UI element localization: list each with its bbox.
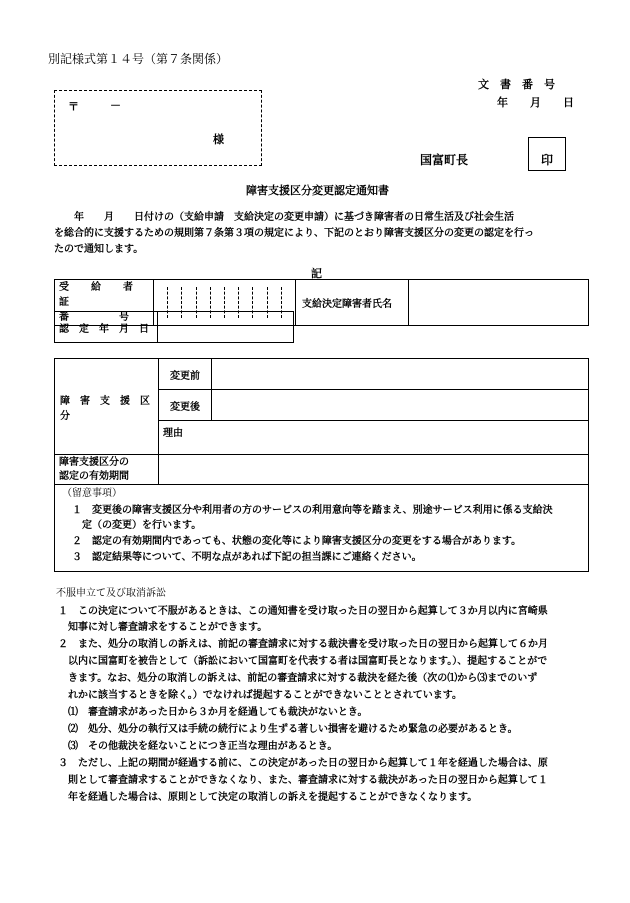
appeal-line-6: れかに該当するときを除く。）でなければ提起することができないこととされています。 <box>58 690 462 701</box>
postal-dash: － <box>110 99 121 112</box>
appeal-line-2: 知事に対し審査請求をすることができます。 <box>58 622 268 633</box>
appeal-heading: 不服申立て及び取消訴訟 <box>56 588 166 599</box>
intro-line-1: 年 月 日付けの（支給申請 支給決定の変更申請）に基づき障害者の日常生活及び社会生活 <box>54 212 514 223</box>
intro-line-3: たので通知します。 <box>54 244 144 255</box>
seal-mark: 印 <box>541 153 554 167</box>
date-label: 年 月 日 <box>497 96 574 109</box>
appeal-line-9: ⑶ その他裁決を経ないことにつき正当な理由があるとき。 <box>58 741 338 752</box>
appeal-line-12: 年を経過した場合は、原則として決定の取消しの訴えを提起することができなくなります。 <box>58 792 478 803</box>
issuer-name: 国富町長 <box>420 153 469 167</box>
form-number: 別記様式第１４号（第７条関係） <box>48 52 229 66</box>
doc-number-label: 文 書 番 号 <box>478 78 555 91</box>
appeal-line-4: 以内に国富町を被告として（訴訟において国富町を代表する者は国富町長となります。）、提起することがで <box>58 656 548 667</box>
validity-value <box>159 455 589 485</box>
notes-heading: （留意事項） <box>62 488 122 499</box>
notes-line-1: １ 変更後の障害支援区分や利用者の方のサービスの利用意向等を踏まえ、別途サービス利用に係る支給決 <box>62 505 553 516</box>
before-label: 変更前 <box>159 359 212 390</box>
notes-line-2: 定（の変更）を行います。 <box>62 520 202 531</box>
validity-label: 障害支援区分の 認定の有効期間 <box>55 455 159 485</box>
appeal-line-1: １ この決定について不服があるときは、この通知書を受け取った日の翌日から起算して３か月以内に宮崎県 <box>58 606 548 617</box>
support-category-table <box>54 358 589 485</box>
appeal-line-10: ３ ただし、上記の期間が経過する前に、この決定があった日の翌日から起算して１年を経過した場合は、原 <box>58 758 548 769</box>
reason-label: 理由 <box>163 428 183 439</box>
postal-mark: 〒 <box>68 100 79 113</box>
appeal-line-8: ⑵ 処分、処分の執行又は手続の続行により生ずる著しい損害を避けるため緊急の必要があるとき。 <box>58 724 518 735</box>
notes-line-4: ３ 認定結果等について、不明な点があれば下記の担当課にご連絡ください。 <box>62 552 422 563</box>
before-value <box>212 359 589 390</box>
appeal-line-11: 則として審査請求することができなくなり、また、審査請求に対する裁決があった日の翌日から起算して１ <box>58 775 548 786</box>
cert-number-label: 受 給 者 証 番 号 <box>55 280 154 326</box>
cert-date-table <box>54 311 294 343</box>
after-label: 変更後 <box>159 390 212 421</box>
appeal-line-7: ⑴ 審査請求があった日から３か月を経過しても裁決がないとき。 <box>58 707 368 718</box>
after-value <box>212 390 589 421</box>
honorific: 様 <box>213 133 224 146</box>
recipient-name-label: 支給決定障害者氏名 <box>296 280 409 326</box>
cert-date-label: 認 定 年 月 日 <box>55 312 158 343</box>
document-title: 障害支援区分変更認定通知書 <box>246 184 389 197</box>
notes-line-3: ２ 認定の有効期間内であっても、状態の変化等により障害支援区分の変更をする場合があります。 <box>62 536 522 547</box>
appeal-line-3: ２ また、処分の取消しの訴えは、前記の審査請求に対する裁決書を受け取った日の翌日から起算して６か月 <box>58 639 548 650</box>
appeal-line-5: きます。なお、処分の取消しの訴えは、前記の審査請求に対する裁決を経た後（次の⑴から⑶までのいず <box>58 673 538 684</box>
support-category-label: 障 害 支 援 区 分 <box>55 359 159 455</box>
cert-date-value <box>158 312 294 343</box>
address-box <box>54 90 262 166</box>
intro-line-2: を総合的に支援するための規則第７条第３項の規定により、下記のとおり障害支援区分の変更の認定を行っ <box>54 228 534 239</box>
recipient-name-value <box>409 280 589 326</box>
reason-cell <box>159 421 589 455</box>
ki-mark: 記 <box>311 267 322 280</box>
